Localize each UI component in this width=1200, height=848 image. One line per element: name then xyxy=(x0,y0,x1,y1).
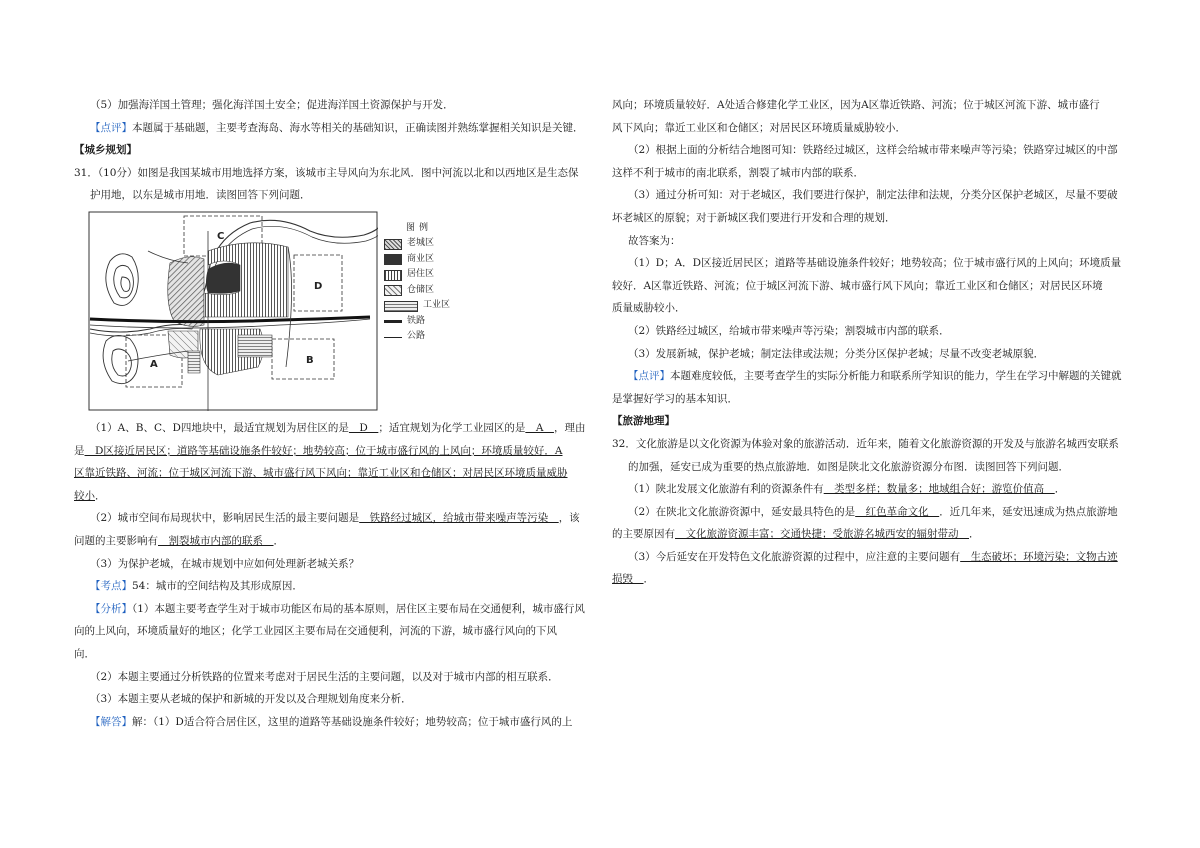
q31-2-answer: 割裂城市内部的联系 xyxy=(158,534,274,547)
jieda-part3-cont: 坏老城区的原貌；对于新城区我们要进行开发和合理的规划． xyxy=(612,211,896,224)
question-32-stem-cont: 的加强，延安已成为重要的热点旅游地．如图是陕北文化旅游资源分布图．读图回答下列问题． xyxy=(628,460,1069,473)
answer-1: （1）D；A．D区接近居民区；道路等基础设施条件较好；地势较高；位于城市盛行风的上风向；环境质量 xyxy=(628,257,1122,270)
q31-1-text: ． xyxy=(95,489,106,502)
fenxi-tag: 【分析】 xyxy=(90,602,132,615)
industrial-area xyxy=(238,335,272,357)
section-heading-urban-planning: 【城乡规划】 xyxy=(74,144,137,157)
comment-2-cont: 是掌握好学习的基本知识． xyxy=(612,392,738,405)
q32-2-text: ． xyxy=(969,528,980,541)
q32-part3 xyxy=(612,546,1130,569)
residential-swatch xyxy=(384,270,402,281)
q32-3-answer: 损毁 xyxy=(612,573,644,586)
q32-2-text: ．近几年来，延安迅速成为热点旅游地 xyxy=(939,505,1118,518)
q31-1-text: ；适宜规划为化学工业园区的是 xyxy=(378,421,526,434)
road-swatch xyxy=(384,337,402,338)
q31-part1 xyxy=(74,417,594,440)
legend-item xyxy=(384,283,474,299)
q32-part2-cont xyxy=(612,523,1130,546)
commercial-swatch xyxy=(384,254,402,265)
map-legend xyxy=(384,221,474,345)
q32-2-answer: 红色革命文化 xyxy=(855,505,940,518)
q31-part2-cont xyxy=(74,530,594,553)
fenxi xyxy=(74,598,594,621)
legend-item xyxy=(384,252,474,268)
jieda-text: 解：（1）D适合符合居住区，这里的道路等基础设施条件较好；地势较高；位于城市盛行风的上 xyxy=(132,715,573,728)
old-city-area xyxy=(168,257,204,327)
comment-text: 本题难度较低，主要考查学生的实际分析能力和联系所学知识的能力，学生在学习中解题的关键就 xyxy=(670,370,1122,383)
q31-2-answer: 铁路经过城区，给城市带来噪声等污染 xyxy=(359,512,559,525)
jieda xyxy=(74,711,594,734)
q32-2-answer: 文化旅游资源丰富；交通快捷；受旅游名城西安的辐射带动 xyxy=(675,528,969,541)
right-column xyxy=(612,94,1130,591)
q32-3-text: （3）今后延安在开发特色文化旅游资源的过程中，应注意的主要问题有 xyxy=(628,550,961,563)
kaodian-tag: 【考点】 xyxy=(90,580,132,593)
legend-label: 公路 xyxy=(407,331,426,342)
answer-3: （3）发展新城，保护老城；制定法律或法规；分类分区保护老城；尽量不改变老城原貌． xyxy=(628,347,1045,360)
industrial-area-2 xyxy=(188,351,200,373)
kaodian-text: 54：城市的空间结构及其形成原因． xyxy=(132,580,303,593)
comment-1 xyxy=(74,117,594,140)
q32-1-text: （1）陕北发展文化旅游有利的资源条件有 xyxy=(628,483,824,496)
q31-2-text: ． xyxy=(273,534,284,547)
section-heading-tourism-geography: 【旅游地理】 xyxy=(612,415,675,428)
q31-1-text: 是 xyxy=(74,444,85,457)
legend-label: 商业区 xyxy=(407,253,435,264)
old-city-swatch xyxy=(384,239,402,250)
q31-part2 xyxy=(74,507,594,530)
q31-part1-reason xyxy=(74,440,594,463)
q32-2-text: 的主要原因有 xyxy=(612,528,675,541)
q31-2-text: 问题的主要影响有 xyxy=(74,534,158,547)
q31-1-answer-residential: D xyxy=(348,421,379,434)
q31-1-answer-industrial: A xyxy=(525,421,554,434)
jieda-part2-cont: 这样不利于城市的南北联系，割裂了城市内部的联系． xyxy=(612,166,864,179)
q32-part3-cont xyxy=(612,568,1130,591)
q32-3-answer: 生态破坏；环境污染；文物古迹 xyxy=(960,550,1118,563)
legend-item xyxy=(384,314,474,330)
jieda-part2: （2）根据上面的分析结合地图可知：铁路经过城区，这样会给城市带来噪声等污染；铁路穿过城区的中部 xyxy=(628,144,1118,157)
answer-1-end: 质量威胁较小． xyxy=(612,302,686,315)
storage-swatch xyxy=(384,285,402,296)
city-land-use-map xyxy=(88,211,566,411)
legend-item xyxy=(384,298,474,314)
map-label-d: D xyxy=(314,280,323,292)
q31-2-text: （2）城市空间布局现状中，影响居民生活的最主要问题是 xyxy=(90,512,360,525)
legend-label: 铁路 xyxy=(407,315,426,326)
q31-1-reason-answer: D区接近居民区；道路等基础设施条件较好；地势较高；位于城市盛行风的上风向；环境质量较好．A xyxy=(84,444,563,457)
legend-label: 老城区 xyxy=(407,238,435,249)
q31-part1-reason-cont xyxy=(74,462,594,485)
q30-answer-5: （5）加强海洋国土管理；强化海洋国土安全；促进海洋国土资源保护与开发． xyxy=(90,99,454,111)
answer-header: 故答案为： xyxy=(628,234,681,247)
map-label-b: B xyxy=(306,354,314,366)
legend-label: 工业区 xyxy=(423,300,451,311)
q31-2-text: ，该 xyxy=(558,512,580,525)
jieda-cont-1: 风向；环境质量较好．A处适合修建化学工业区，因为A区靠近铁路、河流；位于城区河流下游、城市盛行 xyxy=(612,99,1100,111)
answer-2: （2）铁路经过城区，给城市带来噪声等污染；割裂城市内部的联系． xyxy=(628,324,950,337)
industrial-swatch xyxy=(384,301,418,312)
legend-item xyxy=(384,236,474,252)
legend-item xyxy=(384,267,474,283)
jieda-cont-2: 风下风向；靠近工业区和仓储区；对居民区环境质量威胁较小． xyxy=(612,121,906,134)
q32-1-answer: 类型多样；数量多；地域组合好；游览价值高 xyxy=(823,483,1055,496)
answer-1-cont: 较好．A区靠近铁路、河流；位于城区河流下游、城市盛行风下风向；靠近工业区和仓储区；对居民区环境 xyxy=(612,279,1103,292)
question-32-stem: 32．文化旅游是以文化资源为体验对象的旅游活动．近年来，随着文化旅游资源的开发及与旅游名城西安联系 xyxy=(612,437,1119,450)
question-31-stem: 31．（10分）如图是我国某城市用地选择方案，该城市主导风向为东北风．图中河流以北和以西地区是生态保 xyxy=(74,166,579,179)
map-label-c: C xyxy=(217,230,225,242)
legend-title: 图例 xyxy=(406,222,433,233)
q32-2-text: （2）在陕北文化旅游资源中，延安最具特色的是 xyxy=(628,505,856,518)
q31-1-reason-answer: 区靠近铁路、河流；位于城区河流下游、城市盛行风下风向；靠近工业区和仓储区；对居民区环境质量威胁 xyxy=(74,467,568,480)
fenxi-text: （1）本题主要考查学生对于城市功能区布局的基本原则，居住区主要布局在交通便利，城市盛行风 xyxy=(132,602,585,615)
comment-tag: 【点评】 xyxy=(628,370,670,383)
fenxi-part2: （2）本题主要通过分析铁路的位置来考虑对于居民生活的主要问题，以及对于城市内部的相互联系． xyxy=(90,670,559,683)
map-label-a: A xyxy=(150,358,158,370)
q31-1-text: （1）A、B、C、D四地块中，最适宜规划为居住区的是 xyxy=(90,421,349,434)
legend-label: 仓储区 xyxy=(407,284,435,295)
jieda-part3: （3）通过分析可知：对于老城区，我们要进行保护，制定法律和法规，分类分区保护老城区，尽量不要破 xyxy=(628,189,1118,202)
legend-label: 居住区 xyxy=(407,269,435,280)
q32-part2 xyxy=(612,501,1130,524)
q31-part1-reason-end xyxy=(74,485,594,508)
q32-1-text: ． xyxy=(1054,483,1066,496)
fenxi-line2: 向的上风向，环境质量好的地区；化学工业园区主要布局在交通便利，河流的下游，城市盛行风向的下风 xyxy=(74,625,557,638)
q31-part3: （3）为保护老城，在城市规划中应如何处理新老城关系？ xyxy=(90,557,360,570)
map-drawing xyxy=(88,211,378,411)
left-column xyxy=(74,94,594,733)
comment-text: 本题属于基础题，主要考查海岛、海水等相关的基础知识，正确读图并熟练掌握相关知识是关键． xyxy=(132,121,584,134)
commercial-area xyxy=(206,263,240,294)
comment-2 xyxy=(612,365,1130,388)
kaodian xyxy=(74,575,594,598)
fenxi-part3: （3）本题主要从老城的保护和新城的开发以及合理规划角度来分析． xyxy=(90,693,412,706)
question-31-stem-cont: 护用地，以东是城市用地．读图回答下列问题． xyxy=(90,189,311,202)
comment-tag: 【点评】 xyxy=(90,121,132,134)
fenxi-line3: 向． xyxy=(74,647,95,660)
jieda-tag: 【解答】 xyxy=(90,715,132,728)
q32-3-text: ． xyxy=(643,573,654,586)
q32-part1 xyxy=(612,478,1130,501)
railway-swatch xyxy=(384,320,402,323)
q31-1-text: ，理由 xyxy=(553,421,586,434)
q31-1-reason-answer: 较小 xyxy=(74,489,95,502)
legend-item xyxy=(384,329,474,345)
